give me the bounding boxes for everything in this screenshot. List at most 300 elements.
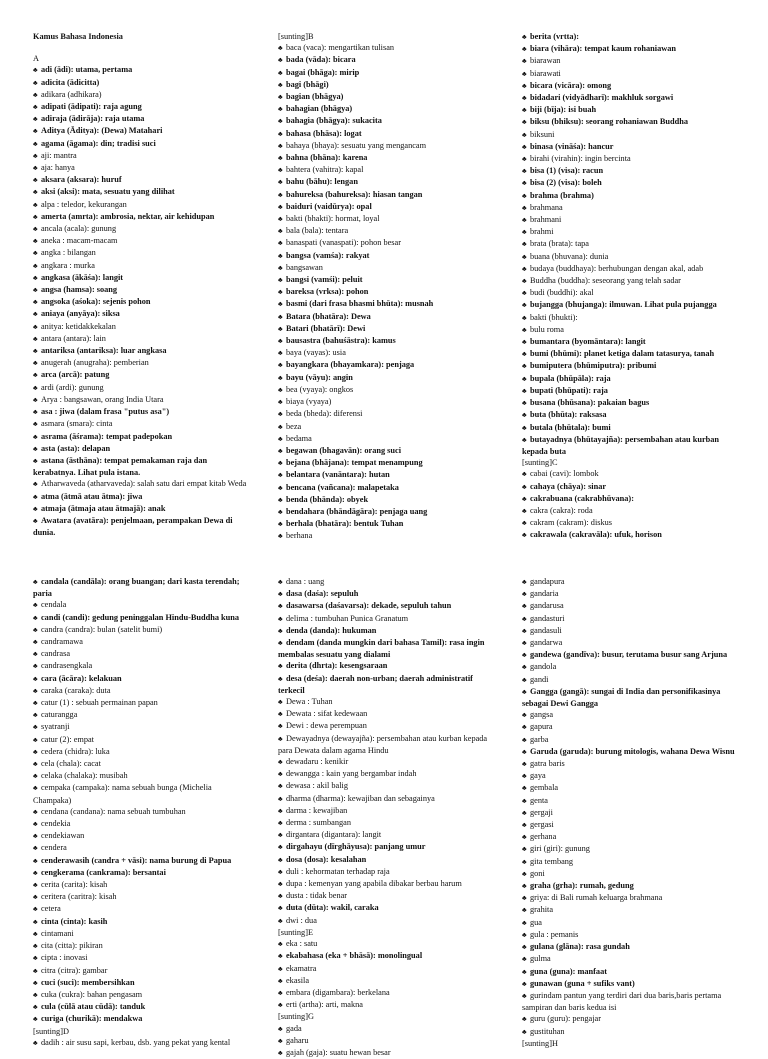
- dictionary-entry: [522, 80, 740, 92]
- dictionary-entry: [278, 237, 496, 249]
- dictionary-entry: [278, 963, 496, 975]
- entry-text: aneka : macam-macam: [41, 236, 118, 246]
- club-bullet-icon: ♣: [522, 338, 527, 347]
- club-bullet-icon: ♣: [33, 504, 38, 513]
- dictionary-entry: [522, 990, 740, 1013]
- club-bullet-icon: ♣: [522, 991, 527, 1000]
- entry-text: gandola: [530, 662, 557, 672]
- entry-text: [sunting]C: [522, 458, 558, 468]
- club-bullet-icon: ♣: [522, 228, 527, 237]
- club-bullet-icon: ♣: [522, 277, 527, 286]
- dictionary-entry: [278, 600, 496, 612]
- entry-text: gangsa: [530, 710, 554, 720]
- club-bullet-icon: ♣: [33, 881, 38, 890]
- entry-text: berhana: [286, 531, 313, 541]
- document-title: Kamus Bahasa Indonesia: [33, 32, 123, 41]
- dictionary-entry: [33, 503, 251, 515]
- entry-text: Batari (bhatārī): Dewi: [286, 323, 366, 333]
- club-bullet-icon: ♣: [33, 784, 38, 793]
- club-bullet-icon: ♣: [278, 590, 283, 599]
- club-bullet-icon: ♣: [278, 626, 283, 635]
- club-bullet-icon: ♣: [33, 625, 38, 634]
- club-bullet-icon: ♣: [278, 758, 283, 767]
- entry-text: dasa (daśa): sepuluh: [286, 589, 359, 599]
- dictionary-entry: [33, 599, 251, 611]
- club-bullet-icon: ♣: [522, 760, 527, 769]
- dictionary-entry: [278, 780, 496, 792]
- dictionary-entry: [33, 1037, 251, 1049]
- club-bullet-icon: ♣: [278, 227, 283, 236]
- club-bullet-icon: ♣: [278, 398, 283, 407]
- club-bullet-icon: ♣: [278, 300, 283, 309]
- dictionary-entry: [278, 817, 496, 829]
- club-bullet-icon: ♣: [33, 492, 38, 501]
- entry-text: Awatara (avatāra): penjelmaan, perampakan Dewa di dunia.: [33, 515, 233, 538]
- dictionary-entry: [522, 770, 740, 782]
- dictionary-entry: [278, 625, 496, 637]
- entry-text: guna (guna): manfaat: [530, 966, 607, 976]
- club-bullet-icon: ♣: [522, 81, 527, 90]
- club-bullet-icon: ♣: [33, 286, 38, 295]
- club-bullet-icon: ♣: [278, 459, 283, 468]
- entry-text: gandewa (gandīva): busur, terutama busur sang Arjuna: [530, 650, 728, 660]
- entry-text: Buddha (buddha): seseorang yang telah sadar: [530, 276, 681, 286]
- entry-text: bejana (bhājana): tempat menampung: [286, 458, 423, 468]
- dictionary-entry: [522, 892, 740, 904]
- entry-text: agama (āgama): din; tradisi suci: [41, 138, 156, 148]
- dictionary-entry: [33, 830, 251, 842]
- dictionary-entry: [278, 103, 496, 115]
- club-bullet-icon: ♣: [522, 203, 527, 212]
- dictionary-entry: [278, 213, 496, 225]
- entry-text: caraka (caraka): duta: [41, 685, 111, 695]
- dictionary-entry: [522, 409, 740, 421]
- entry-text: cedera (chidra): luka: [41, 746, 110, 756]
- dictionary-entry: [522, 324, 740, 336]
- section-heading[interactable]: [522, 457, 740, 468]
- entry-text: cengkerama (cankrama): bersantai: [41, 867, 166, 877]
- club-bullet-icon: ♣: [278, 880, 283, 889]
- club-bullet-icon: ♣: [278, 434, 283, 443]
- club-bullet-icon: ♣: [33, 686, 38, 695]
- club-bullet-icon: ♣: [33, 225, 38, 234]
- entry-text: cendera: [41, 843, 67, 853]
- club-bullet-icon: ♣: [278, 178, 283, 187]
- club-bullet-icon: ♣: [522, 723, 527, 732]
- dictionary-entry: [33, 891, 251, 903]
- entry-text: dendam (danda mungkin dari bahasa Tamil): rasa ingin membalas sesuatu yang dialami: [278, 638, 485, 660]
- dictionary-entry: [522, 251, 740, 263]
- club-bullet-icon: ♣: [522, 142, 527, 151]
- club-bullet-icon: ♣: [278, 674, 283, 683]
- dictionary-entry: [33, 211, 251, 223]
- club-bullet-icon: ♣: [33, 188, 38, 197]
- dictionary-entry: [522, 831, 740, 843]
- section-heading[interactable]: [278, 927, 496, 938]
- club-bullet-icon: ♣: [278, 312, 283, 321]
- dictionary-entry: [278, 637, 496, 660]
- club-bullet-icon: ♣: [278, 215, 283, 224]
- club-bullet-icon: ♣: [522, 930, 527, 939]
- club-bullet-icon: ♣: [33, 760, 38, 769]
- dictionary-entry: [33, 345, 251, 357]
- dictionary-entry: [33, 455, 251, 478]
- dictionary-entry: [278, 482, 496, 494]
- section-heading[interactable]: [33, 1026, 251, 1037]
- dictionary-entry: [522, 104, 740, 116]
- entry-text: biara (vihāra): tempat kaum rohaniawan: [530, 44, 676, 54]
- club-bullet-icon: ♣: [278, 117, 283, 126]
- dictionary-entry: [33, 321, 251, 333]
- club-bullet-icon: ♣: [522, 869, 527, 878]
- entry-text: gandasuli: [530, 625, 562, 635]
- club-bullet-icon: ♣: [522, 918, 527, 927]
- dictionary-entry: [278, 878, 496, 890]
- entry-text: candala (candāla): orang buangan; dari kasta terendah; paria: [33, 577, 240, 599]
- dictionary-entry: [33, 125, 251, 137]
- dictionary-entry: [522, 238, 740, 250]
- dictionary-entry: [278, 1035, 496, 1047]
- club-bullet-icon: ♣: [522, 130, 527, 139]
- club-bullet-icon: ♣: [33, 723, 38, 732]
- dictionary-entry: [33, 977, 251, 989]
- entry-text: baya (vayas): usia: [286, 348, 346, 358]
- entry-text: bahtera (vahitra): kapal: [286, 165, 364, 175]
- club-bullet-icon: ♣: [33, 966, 38, 975]
- dictionary-entry: [278, 298, 496, 310]
- entry-text: cendekia: [41, 819, 71, 829]
- entry-text: goni: [530, 868, 545, 878]
- entry-text: ekasila: [286, 975, 310, 985]
- column-bottom-left: [33, 576, 251, 1047]
- club-bullet-icon: ♣: [33, 954, 38, 963]
- club-bullet-icon: ♣: [278, 44, 283, 53]
- entry-text: embara (digambara): berkelana: [286, 987, 390, 997]
- dictionary-entry: [522, 517, 740, 529]
- entry-text: cara (ācāra): kelakuan: [41, 673, 122, 683]
- section-heading[interactable]: [278, 31, 496, 42]
- entry-text: beza: [286, 421, 302, 431]
- entry-text: dwi : dua: [286, 915, 317, 925]
- entry-text: biarawan: [530, 56, 561, 66]
- club-bullet-icon: ♣: [522, 494, 527, 503]
- entry-text: candrasengkala: [41, 661, 93, 671]
- dictionary-entry: [33, 758, 251, 770]
- dictionary-entry: [522, 576, 740, 588]
- dictionary-entry: [522, 880, 740, 892]
- club-bullet-icon: ♣: [522, 821, 527, 830]
- entry-text: dana : uang: [286, 577, 325, 586]
- entry-text: bumi (bhūmi): planet ketiga dalam tatasurya, tanah: [530, 349, 715, 359]
- club-bullet-icon: ♣: [522, 179, 527, 188]
- entry-text: cakrabuana (cakrabhūvana):: [530, 493, 634, 503]
- entry-text: Dewata : sifat kedewaan: [286, 709, 368, 719]
- column-bottom-right: [522, 576, 740, 1048]
- entries: [33, 53, 251, 538]
- entry-text: [sunting]H: [522, 1038, 558, 1048]
- club-bullet-icon: ♣: [33, 578, 38, 586]
- dictionary-entry: [522, 600, 740, 612]
- dictionary-entry: [33, 272, 251, 284]
- club-bullet-icon: ♣: [33, 212, 38, 221]
- club-bullet-icon: ♣: [522, 663, 527, 672]
- dictionary-entry: [278, 421, 496, 433]
- entry-text: bahu (bāhu): lengan: [286, 177, 358, 187]
- dictionary-entry: [278, 613, 496, 625]
- club-bullet-icon: ♣: [33, 164, 38, 173]
- club-bullet-icon: ♣: [33, 432, 38, 441]
- dictionary-entry: [278, 384, 496, 396]
- entry-text: gandarusa: [530, 601, 564, 611]
- entry-text: budaya (buddhaya): berhubungan dengan akal, adab: [530, 263, 704, 273]
- club-bullet-icon: ♣: [33, 868, 38, 877]
- club-bullet-icon: ♣: [522, 482, 527, 491]
- dictionary-entry: [522, 68, 740, 80]
- club-bullet-icon: ♣: [522, 639, 527, 648]
- club-bullet-icon: ♣: [278, 698, 283, 707]
- dictionary-entry: [33, 855, 251, 867]
- club-bullet-icon: ♣: [278, 263, 283, 272]
- dictionary-entry: [522, 153, 740, 165]
- club-bullet-icon: ♣: [278, 819, 283, 828]
- club-bullet-icon: ♣: [278, 349, 283, 358]
- entry-text: amerta (amrta): ambrosia, nektar, air kehidupan: [41, 211, 215, 221]
- entry-text: bagian (bhāgya): [286, 92, 344, 102]
- club-bullet-icon: ♣: [278, 141, 283, 150]
- entry-text: gergasi: [530, 820, 554, 830]
- club-bullet-icon: ♣: [522, 216, 527, 225]
- section-heading[interactable]: [522, 1038, 740, 1049]
- club-bullet-icon: ♣: [278, 904, 283, 913]
- club-bullet-icon: ♣: [522, 350, 527, 359]
- entry-text: bea (vyaya): ongkos: [286, 384, 354, 394]
- club-bullet-icon: ♣: [33, 772, 38, 781]
- club-bullet-icon: ♣: [522, 313, 527, 322]
- entry-text: benda (bhānda): obyek: [286, 494, 369, 504]
- club-bullet-icon: ♣: [278, 940, 283, 949]
- entry-text: gurindam pantun yang terdiri dari dua baris,baris pertama sampiran dan baris kedua isi: [522, 990, 722, 1013]
- club-bullet-icon: ♣: [522, 1015, 527, 1024]
- club-bullet-icon: ♣: [278, 662, 283, 671]
- dictionary-entry: [33, 186, 251, 198]
- entry-text: bala (bala): tentara: [286, 226, 349, 236]
- entry-text: erti (artha): arti, makna: [286, 1000, 363, 1010]
- column-top-left: [33, 31, 251, 538]
- dictionary-entry: [278, 720, 496, 732]
- dictionary-entry: [33, 443, 251, 455]
- club-bullet-icon: ♣: [522, 106, 527, 115]
- entry-text: adiraja (ādirāja): raja utama: [41, 114, 145, 124]
- club-bullet-icon: ♣: [278, 734, 283, 743]
- dictionary-entry: [33, 782, 251, 805]
- club-bullet-icon: ♣: [522, 362, 527, 371]
- entry-text: candi (candi): gedung peninggalan Hindu-Buddha kuna: [41, 612, 240, 622]
- entry-text: A: [33, 54, 39, 64]
- club-bullet-icon: ♣: [522, 747, 527, 756]
- dictionary-entry: [522, 856, 740, 868]
- dictionary-entry: [33, 357, 251, 369]
- entry-text: cerita (carita): kisah: [41, 880, 108, 890]
- club-bullet-icon: ♣: [522, 796, 527, 805]
- entry-text: baca (vaca): mengartikan tulisan: [286, 43, 395, 53]
- dictionary-entry: [522, 625, 740, 637]
- entry-text: astana (āsthāna): tempat pemakaman raja dan kerabatnya. Lihat pula istana.: [33, 455, 208, 478]
- dictionary-entry: [33, 478, 251, 490]
- dictionary-entry: [522, 202, 740, 214]
- dictionary-entry: [278, 494, 496, 506]
- club-bullet-icon: ♣: [278, 239, 283, 248]
- entry-text: bumantara (byomāntara): langit: [530, 337, 646, 347]
- club-bullet-icon: ♣: [278, 722, 283, 731]
- entry-text: angsa (hamsa): soang: [41, 285, 118, 295]
- dictionary-entry: [33, 806, 251, 818]
- entry-text: cempaka (campaka): nama sebuah bunga (Michelia Champaka): [33, 783, 212, 805]
- entry-text: bahagia (bhāgya): sukacita: [286, 116, 382, 126]
- entry-text: cipta : inovasi: [41, 953, 88, 963]
- entry-text: butayadnya (bhūtayajña): persembahan atau kurban kepada buta: [522, 434, 720, 456]
- club-bullet-icon: ♣: [278, 855, 283, 864]
- dictionary-entry: [33, 952, 251, 964]
- entry-text: [sunting]B: [278, 32, 314, 41]
- entry-text: asta (asta): delapan: [41, 443, 111, 453]
- dictionary-entry: [278, 408, 496, 420]
- club-bullet-icon: ♣: [522, 519, 527, 528]
- club-bullet-icon: ♣: [33, 832, 38, 841]
- dictionary-entry: [278, 696, 496, 708]
- entry-text: brahmani: [530, 215, 562, 225]
- club-bullet-icon: ♣: [33, 127, 38, 136]
- dictionary-entry: [33, 515, 251, 538]
- dictionary-entry: [278, 67, 496, 79]
- entry-text: denda (danda): hukuman: [286, 625, 377, 635]
- entry-text: anugerah (anugraha): pemberian: [41, 358, 149, 368]
- dictionary-entry: [522, 505, 740, 517]
- entry-text: dirgantara (digantara): langit: [286, 830, 382, 840]
- dictionary-entry: [278, 42, 496, 54]
- entry-text: bedama: [286, 433, 312, 443]
- club-bullet-icon: ♣: [522, 289, 527, 298]
- club-bullet-icon: ♣: [522, 882, 527, 891]
- club-bullet-icon: ♣: [33, 444, 38, 453]
- club-bullet-icon: ♣: [33, 420, 38, 429]
- dictionary-entry: [33, 1013, 251, 1025]
- club-bullet-icon: ♣: [33, 408, 38, 417]
- dictionary-entry: [278, 445, 496, 457]
- dictionary-entry: [278, 323, 496, 335]
- entry-text: dosa (dosa): kesalahan: [286, 854, 367, 864]
- dictionary-entry: [278, 164, 496, 176]
- entry-text: bangsa (vamśa): rakyat: [286, 250, 370, 260]
- entry-text: citra (citra): gambar: [41, 965, 108, 975]
- dictionary-entry: [522, 481, 740, 493]
- club-bullet-icon: ♣: [278, 806, 283, 815]
- entry-text: grahita: [530, 905, 554, 915]
- entry-text: duli : kehormatan terhadap raja: [286, 866, 390, 876]
- club-bullet-icon: ♣: [278, 916, 283, 925]
- dictionary-entry: [522, 686, 740, 709]
- entry-text: cuka (cukra): bahan pengasam: [41, 989, 143, 999]
- club-bullet-icon: ♣: [33, 151, 38, 160]
- club-bullet-icon: ♣: [33, 674, 38, 683]
- dictionary-entry: [278, 841, 496, 853]
- entry-text: Dewi : dewa perempuan: [286, 721, 367, 731]
- entry-text: atma (ātmā atau ātma): jiwa: [41, 491, 143, 501]
- entry-text: ekabahasa (eka + bhāsā): monolingual: [286, 951, 423, 961]
- club-bullet-icon: ♣: [522, 614, 527, 623]
- entry-text: gua: [530, 917, 542, 927]
- club-bullet-icon: ♣: [522, 626, 527, 635]
- club-bullet-icon: ♣: [278, 794, 283, 803]
- dictionary-entry: [278, 128, 496, 140]
- club-bullet-icon: ♣: [278, 532, 283, 541]
- club-bullet-icon: ♣: [33, 359, 38, 368]
- entry-text: brahmi: [530, 227, 554, 237]
- dictionary-entry: [522, 709, 740, 721]
- dictionary-entry: [522, 966, 740, 978]
- club-bullet-icon: ♣: [33, 1003, 38, 1012]
- dictionary-entry: [522, 637, 740, 649]
- dictionary-entry: [33, 406, 251, 418]
- dictionary-entry: [33, 284, 251, 296]
- entry-text: bagi (bhāgi): [286, 79, 329, 89]
- dictionary-entry: [522, 312, 740, 324]
- entry-text: cela (chala): cacat: [41, 759, 101, 769]
- dictionary-entry: [278, 890, 496, 902]
- club-bullet-icon: ♣: [278, 578, 283, 586]
- entry-text: guru (guru): pengajar: [530, 1014, 601, 1024]
- club-bullet-icon: ♣: [33, 322, 38, 331]
- entry-text: cintamani: [41, 928, 74, 938]
- club-bullet-icon: ♣: [522, 735, 527, 744]
- entry-text: adicita (ādicitta): [41, 77, 100, 87]
- entry-text: bahna (bhāna): karena: [286, 153, 368, 163]
- club-bullet-icon: ♣: [278, 166, 283, 175]
- section-heading[interactable]: [278, 1011, 496, 1022]
- club-bullet-icon: ♣: [522, 772, 527, 781]
- dictionary-entry: [522, 165, 740, 177]
- entry-text: bahasa (bhāsa): logat: [286, 128, 362, 138]
- entries: [278, 31, 496, 543]
- club-bullet-icon: ♣: [522, 325, 527, 334]
- dictionary-entry: [522, 116, 740, 128]
- club-bullet-icon: ♣: [278, 324, 283, 333]
- dictionary-entry: [522, 263, 740, 275]
- club-bullet-icon: ♣: [33, 601, 38, 610]
- club-bullet-icon: ♣: [33, 978, 38, 987]
- club-bullet-icon: ♣: [278, 1024, 283, 1033]
- dictionary-entry: [522, 917, 740, 929]
- entry-text: cenderawasih (candra + vāsi): nama burung di Papua: [41, 855, 232, 865]
- entry-text: biaya (vyaya): [286, 397, 332, 407]
- dictionary-entry: [522, 843, 740, 855]
- entry-text: eka : satu: [286, 939, 318, 949]
- club-bullet-icon: ♣: [33, 820, 38, 829]
- dictionary-entry: [278, 987, 496, 999]
- entry-text: brata (brata): tapa: [530, 239, 589, 249]
- club-bullet-icon: ♣: [33, 395, 38, 404]
- club-bullet-icon: ♣: [278, 495, 283, 504]
- dictionary-entry: [278, 225, 496, 237]
- club-bullet-icon: ♣: [278, 976, 283, 985]
- dictionary-entry: [33, 648, 251, 660]
- dictionary-entry: [278, 201, 496, 213]
- entry-text: angkasa (ākāśa): langit: [41, 272, 124, 282]
- entry-text: bahaya (bhaya): sesuatu yang mengancam: [286, 140, 427, 150]
- entry-text: candramawa: [41, 637, 83, 647]
- entry-text: [sunting]E: [278, 927, 314, 937]
- entry-text: bisa (2) (visa): boleh: [530, 178, 602, 188]
- club-bullet-icon: ♣: [522, 45, 527, 54]
